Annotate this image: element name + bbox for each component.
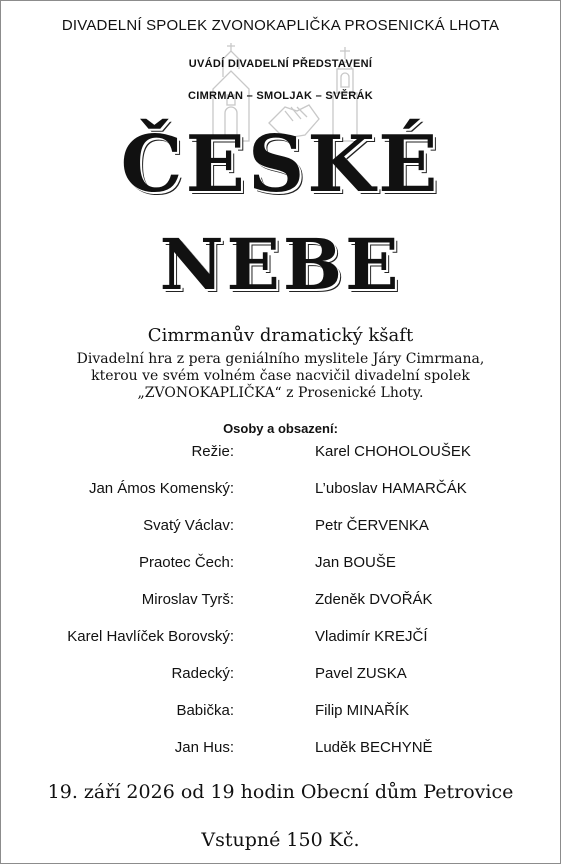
cast-role: Režie: [191,443,234,460]
cast-actor: Zdeněk DVOŘÁK [315,591,433,608]
cast-row [1,512,560,549]
cast-actor: Karel CHOHOLOUŠEK [315,443,471,460]
cast-actor: Luděk BECHYNĚ [315,739,433,756]
cast-actor: Filip MINAŘÍK [315,702,410,719]
title-line-1: ČESKÉ [120,119,441,210]
cast-role: Svatý Václav: [143,517,234,534]
cast-actor: L’uboslav HAMARČÁK [315,480,467,497]
cast-row [1,549,560,586]
subtitle: Cimrmanův dramatický kšaft [147,325,414,346]
cast-row [1,734,560,771]
presents-line: UVÁDÍ DIVADELNÍ PŘEDSTAVENÍ [188,58,373,70]
description [1,351,560,402]
cast-row [1,623,560,660]
cast-list [1,438,560,771]
organization-name: DIVADELNÍ SPOLEK ZVONOKAPLIČKA PROSENICKÁ LHOTA [61,17,500,34]
cast-actor: Petr ČERVENKA [315,517,429,534]
cast-actor: Jan BOUŠE [315,554,396,571]
cast-actor: Pavel ZUSKA [315,665,407,682]
cast-role: Radecký: [171,665,234,682]
admission-price: Vstupné 150 Kč. [201,829,360,851]
cast-row [1,475,560,512]
cast-role: Miroslav Tyrš: [141,591,234,608]
description-line: kterou ve svém volném čase nacvičil divadelní spolek [91,368,470,384]
event-date-venue: 19. září 2026 od 19 hodin Obecní dům Petrovice [47,781,514,803]
cast-role: Praotec Čech: [138,554,234,571]
cast-role: Jan Ámos Komenský: [88,480,234,497]
cast-role: Babička: [176,702,234,719]
cast-role: Karel Havlíček Borovský: [67,628,234,645]
cast-row [1,586,560,623]
cast-heading: Osoby a obsazení: [223,421,338,436]
authors-line: CIMRMAN – SMOLJAK – SVĚRÁK [187,90,374,102]
cast-row [1,438,560,475]
cast-role: Jan Hus: [174,739,234,756]
title-line-2: NEBE [159,223,402,306]
cast-actor: Vladimír KREJČÍ [315,628,428,645]
cast-row [1,660,560,697]
description-line: „ZVONOKAPLIČKA“ z Prosenické Lhoty. [137,385,424,401]
cast-row [1,697,560,734]
description-line: Divadelní hra z pera geniálního myslitele Járy Cimrmana, [76,351,485,367]
